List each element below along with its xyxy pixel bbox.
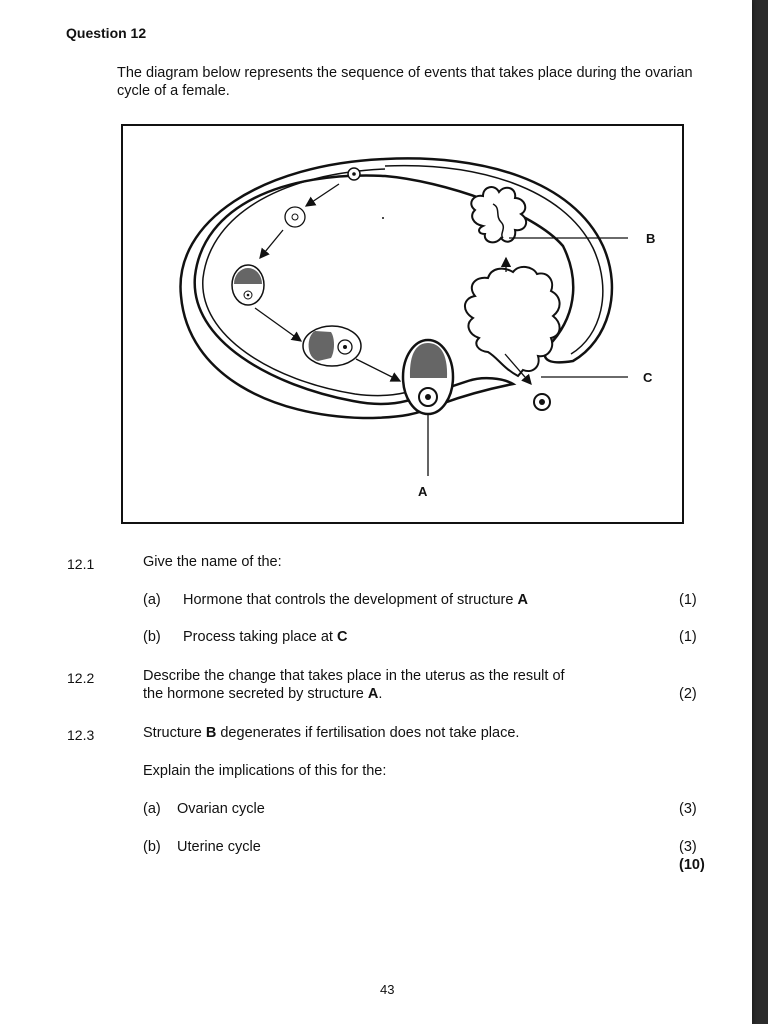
secondary-follicle: [303, 326, 361, 366]
q12-3b-marks: (3): [679, 839, 697, 855]
page-number: 43: [380, 982, 395, 997]
q12-3-prompt: Explain the implications of this for the:: [143, 763, 387, 779]
q12-3a-text: Ovarian cycle: [177, 801, 265, 817]
ovary-illustration: [123, 126, 686, 526]
question-total-marks: (10): [679, 857, 705, 873]
q12-2-line2-text: the hormone secreted by structure: [143, 686, 368, 702]
q12-1b-marks: (1): [679, 629, 697, 645]
q12-1b-letter: (b): [143, 629, 161, 645]
developing-follicle-2: [232, 265, 264, 305]
q12-3a-marks: (3): [679, 801, 697, 817]
q12-3-text-bold: B: [205, 725, 217, 741]
q12-2-line2-end: .: [378, 686, 383, 702]
q12-1a-marks: (1): [679, 592, 697, 608]
q12-3-text: [143, 724, 519, 742]
ovarian-cycle-diagram: [121, 124, 684, 524]
q12-3-text-post: degenerates if fertilisation does not take place.: [216, 725, 520, 741]
q12-1a-text: Hormone that controls the development of structure: [183, 592, 518, 608]
q12-1a: [143, 592, 528, 608]
released-ovum: [534, 394, 550, 410]
q12-1a-bold: A: [517, 592, 528, 608]
q12-1-number: 12.1: [67, 556, 95, 572]
q12-2-line1: Describe the change that takes place in the uterus as the result of: [143, 668, 565, 684]
q12-2-line2-bold: A: [367, 686, 379, 702]
q12-2-marks: (2): [679, 686, 697, 702]
question-intro: The diagram below represents the sequence of events that takes place during the ovarian cycle of a female.: [117, 65, 693, 99]
q12-1b: [143, 629, 347, 645]
q12-3b: [143, 839, 261, 855]
q12-3a-letter: (a): [143, 801, 161, 817]
label-a: A: [418, 484, 428, 499]
q12-2-number: 12.2: [67, 670, 95, 686]
q12-1a-letter: (a): [143, 592, 161, 608]
q12-1-prompt: Give the name of the:: [143, 554, 282, 570]
q12-3a: [143, 801, 265, 817]
label-c: C: [643, 370, 653, 385]
graafian-follicle: [403, 340, 453, 414]
q12-3b-text: Uterine cycle: [177, 839, 261, 855]
q12-1b-bold: C: [336, 629, 348, 645]
q12-1b-text: Process taking place at: [183, 629, 337, 645]
q12-2-line2: [143, 685, 565, 703]
q12-2-text: [143, 667, 565, 703]
q12-3-number: 12.3: [67, 727, 95, 743]
label-b: B: [646, 231, 656, 246]
q12-3-text-pre: Structure: [143, 725, 206, 741]
ruptured-follicle: [465, 267, 560, 376]
q12-3b-letter: (b): [143, 839, 161, 855]
developing-follicle-1: [285, 207, 305, 227]
question-title: Question 12: [66, 25, 147, 41]
